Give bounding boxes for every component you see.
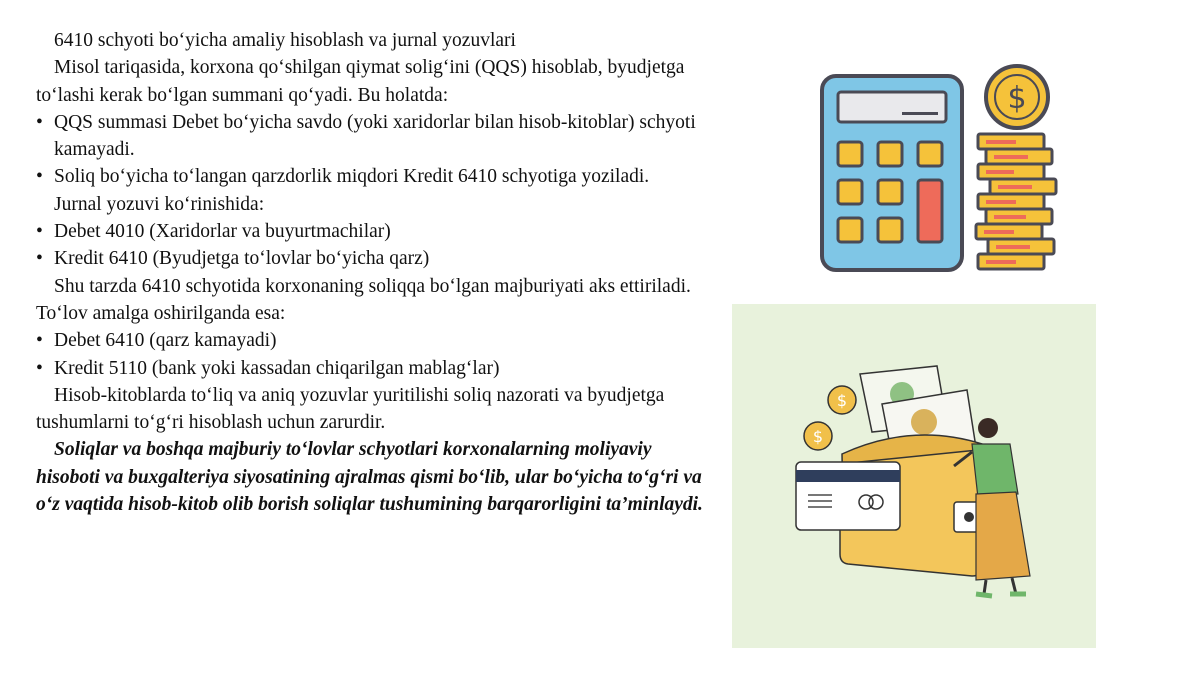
bullet-dot: • xyxy=(36,221,43,243)
bullet-dot: • xyxy=(36,248,43,270)
bullet-text: QQS summasi Debet bo‘yicha savdo (yoki xaridorlar bilan hisob-kitoblar) schyoti kamayadi. xyxy=(54,111,696,161)
bullet-item xyxy=(36,327,716,354)
bullet-text: Debet 6410 (qarz kamayadi) xyxy=(54,330,277,352)
bullet-dot: • xyxy=(36,111,43,133)
bullet-item xyxy=(36,163,716,190)
bullet-text: Debet 4010 (Xaridorlar va buyurtmachilar) xyxy=(54,221,391,243)
bullet-text: Soliq bo‘yicha to‘langan qarzdorlik miqdori Kredit 6410 schyotiga yoziladi. xyxy=(54,166,650,188)
wallet-icon xyxy=(732,304,1096,648)
calculator-illustration xyxy=(810,62,1070,276)
bullet-dot: • xyxy=(36,357,43,379)
bullet-text: Kredit 6410 (Byudjetga to‘lovlar bo‘yicha qarz) xyxy=(54,248,430,270)
dollar-coin-icon xyxy=(986,66,1048,128)
conclusion-paragraph: Soliqlar va boshqa majburiy to‘lovlar schyotlari korxonalarning moliyaviy hisoboti va buxgalteriya siyosatining ajralmas qismi bo‘lib, ular bo‘yicha to‘g‘ri va o‘z vaqtida hisob-kitob olib borish soliqlar tushumining barqarorligini ta’minlaydi. xyxy=(36,439,703,516)
bullet-item xyxy=(36,109,716,164)
bullet-dot: • xyxy=(36,166,43,188)
wallet-illustration xyxy=(732,304,1096,648)
svg-text:$: $ xyxy=(1007,81,1027,116)
journal-intro: Jurnal yozuvi ko‘rinishida: xyxy=(54,193,265,215)
middle-paragraph: Shu tarzda 6410 schyotida korxonaning soliqqa bo‘lgan majburiyati aks ettiriladi. To‘lov amalga oshirilganda esa: xyxy=(36,275,691,324)
closing-paragraph: Hisob-kitoblarda to‘liq va aniq yozuvlar yuritilishi soliq nazorati va byudjetga tushumlarni to‘g‘ri hisoblash uchun zarurdir. xyxy=(36,384,665,434)
calculator-icon xyxy=(810,62,1070,276)
bullet-text: Kredit 5110 (bank yoki kassadan chiqarilgan mablag‘lar) xyxy=(54,357,500,379)
bullet-item xyxy=(36,218,716,245)
svg-text:$: $ xyxy=(812,427,824,446)
svg-text:$: $ xyxy=(836,391,848,410)
bullet-item xyxy=(36,245,716,272)
bullet-dot: • xyxy=(36,330,43,352)
document-text xyxy=(36,27,716,518)
bullet-item xyxy=(36,355,716,382)
intro-paragraph: Misol tariqasida, korxona qo‘shilgan qiymat solig‘ini (QQS) hisoblab, byudjetga to‘lashi kerak bo‘lgan summani qo‘yadi. Bu holatda: xyxy=(36,57,685,106)
credit-card-icon xyxy=(796,462,900,530)
document-heading: 6410 schyoti bo‘yicha amaliy hisoblash va jurnal yozuvlari xyxy=(54,30,516,51)
